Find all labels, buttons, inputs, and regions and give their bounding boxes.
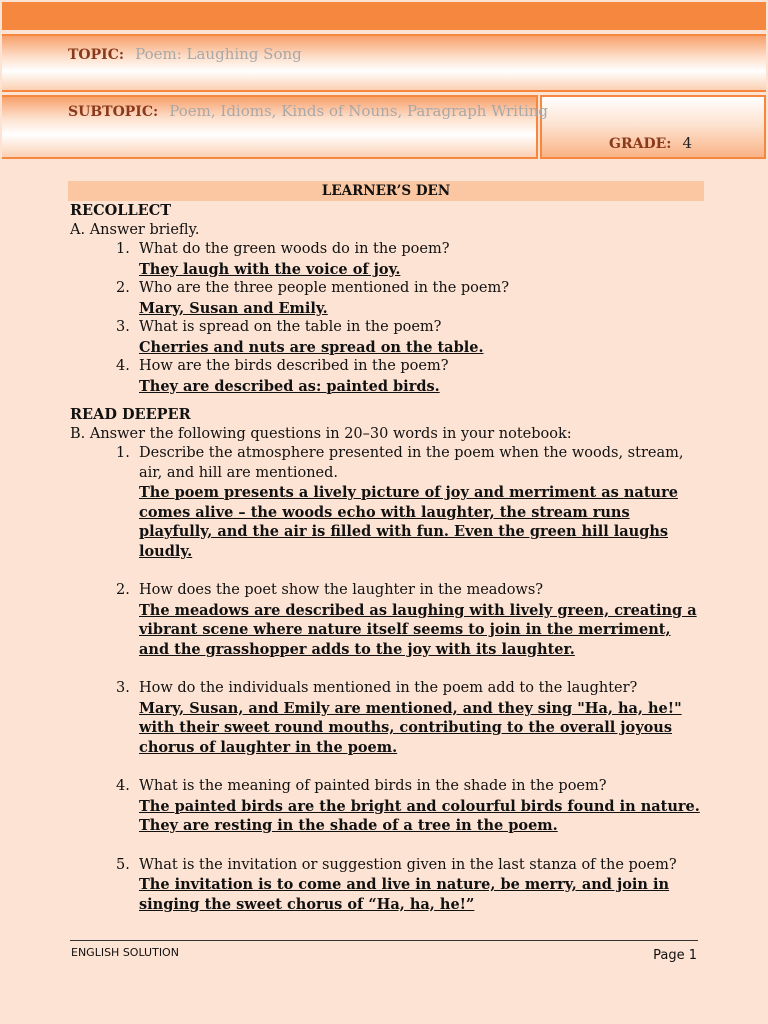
question: How does the poet show the laughter in the meadows? [139,582,544,598]
item-number: 1. [116,241,130,257]
recollect-heading: RECOLLECT [70,202,172,219]
question: How do the individuals mentioned in the poem add to the laughter? [139,680,638,696]
subtopic-label: SUBTOPIC: [68,104,159,120]
read-deeper-list [70,444,702,914]
list-item [70,318,702,357]
answer: The meadows are described as laughing with lively green, creating a vibrant scene where nature itself seems to join in the merriment, and the grasshopper adds to the joy with its laughter. [139,601,697,658]
top-banner [2,2,766,30]
question: What do the green woods do in the poem? [139,241,450,257]
question: Who are the three people mentioned in the poem? [139,280,510,296]
list-item [70,679,702,777]
answer: Mary, Susan and Emily. [139,299,328,317]
recollect-instruction: A. Answer briefly. [70,221,200,238]
question: What is the meaning of painted birds in the shade in the poem? [139,778,607,794]
list-item [70,279,702,318]
topic-value: Poem: Laughing Song [135,45,302,63]
question: What is spread on the table in the poem? [139,319,442,335]
item-number: 4. [116,778,130,794]
list-item [70,856,702,915]
subtopic-row [68,101,548,120]
grade-value: 4 [682,134,693,152]
subtopic-value: Poem, Idioms, Kinds of Nouns, Paragraph Writing [169,102,549,120]
item-number: 5. [116,856,130,873]
question: How are the birds described in the poem? [139,358,449,374]
topic-label: TOPIC: [68,47,124,63]
item-number: 1. [116,445,130,461]
page-number: Page 1 [653,948,697,963]
recollect-list [70,240,702,396]
answer: The invitation is to come and live in nature, be merry, and join in singing the sweet chorus of “Ha, ha, he!” [139,876,670,913]
read-deeper-instruction: B. Answer the following questions in 20–30 words in your notebook: [70,425,572,442]
list-item [70,777,702,856]
grade-row [609,133,692,152]
topic-row [68,44,302,63]
item-number: 2. [116,582,130,598]
grade-label: GRADE: [609,136,672,152]
answer: The painted birds are the bright and colourful birds found in nature. They are resting in the shade of a tree in the poem. [139,797,700,834]
answer: They laugh with the voice of joy. [139,260,401,278]
answer: Mary, Susan, and Emily are mentioned, and they sing "Ha, ha, he!" with their sweet round mouths, contributing to the overall joyous chorus of laughter in the poem. [139,699,682,756]
section-banner: LEARNER’S DEN [68,181,704,201]
item-number: 2. [116,280,130,296]
question: Describe the atmosphere presented in the poem when the woods, stream, air, and hill are mentioned. [139,445,684,481]
answer: They are described as: painted birds. [139,377,440,395]
answer: The poem presents a lively picture of joy and merriment as nature comes alive – the woods echo with laughter, the stream runs playfully, and the air is filled with fun. Even the green hill laughs loudly. [139,484,678,560]
footer-title: ENGLISH SOLUTION [71,946,179,959]
worksheet-content [70,181,702,914]
answer: Cherries and nuts are spread on the table. [139,338,484,356]
item-number: 3. [116,680,130,696]
item-number: 4. [116,358,130,374]
topic-box [2,34,766,92]
question: What is the invitation or suggestion given in the last stanza of the poem? [139,856,677,873]
list-item [70,444,702,581]
list-item [70,581,702,679]
list-item [70,357,702,396]
footer-divider [70,940,698,941]
read-deeper-heading: READ DEEPER [70,406,191,423]
list-item [70,240,702,279]
item-number: 3. [116,319,130,335]
